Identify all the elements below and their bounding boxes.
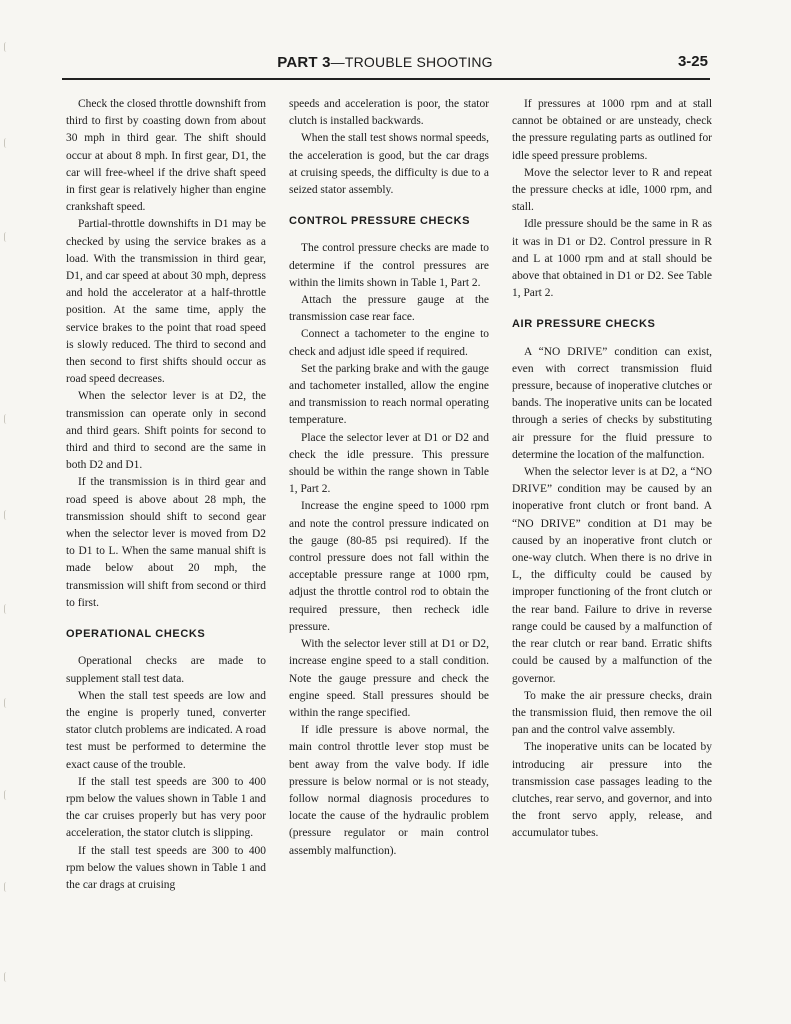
paragraph: When the stall test speeds are low and the engine is properly tuned, converter stator clutch problems are indicated. A road test must be performed to determine the exact cause of the trouble.: [66, 689, 266, 771]
section-heading-operational-checks: OPERATIONAL CHECKS: [66, 628, 206, 641]
binding-mark: [4, 42, 9, 52]
text-column-2: [289, 96, 489, 860]
section-heading-air-pressure-checks: AIR PRESSURE CHECKS: [512, 318, 656, 331]
paragraph: Partial-throttle downshifts in D1 may be checked by using the service brakes as a load. With the transmission in third gear, D1, and car speed at about 30 mph, depress and hold the accelerator at a half-throttle position. At the same time, apply the service brakes to the point that road speed is slowly reduced. The third to second and then second to first shifts should occur as road speed decreases.: [66, 218, 266, 386]
binding-mark: [4, 698, 9, 708]
page-number: 3-25: [677, 53, 708, 70]
text-column-3: [512, 96, 712, 843]
paragraph: Set the parking brake and with the gauge and tachometer installed, allow the engine and transmission to reach normal operating temperature.: [289, 362, 489, 427]
binding-mark: [4, 604, 9, 614]
paragraph: Attach the pressure gauge at the transmission case rear face.: [289, 294, 489, 324]
paragraph: When the selector lever is at D2, a “NO DRIVE” condition may be caused by an inoperative front clutch or front band. A “NO DRIVE” condition at D1 may be caused by an inoperative front clutch or one-way clutch. When there is no drive in L, the difficulty could be caused by improper functioning of the front clutch or the rear band. Failure to drive in reverse range could be caused by a malfunction of the rear clutch or rear band. Erratic shifts could be caused by a malfunction of the governor.: [512, 466, 712, 685]
paragraph: If pressures at 1000 rpm and at stall cannot be obtained or are unsteady, check the pressure regulating parts as outlined for idle speed pressure problems.: [512, 98, 712, 162]
paragraph: When the selector lever is at D2, the transmission can operate only in second and third gears. Shift points for second to third and third to second are the same in both D2 and D1.: [66, 390, 266, 472]
paragraph: The inoperative units can be located by introducing air pressure into the transmission case passages leading to the clutches, rear servo, and governor, and into the front servo apply, release, and accumulator tubes.: [512, 741, 712, 840]
paragraph: When the stall test shows normal speeds, the acceleration is good, but the car drags at cruising speeds, the difficulty is due to a seized stator assembly.: [289, 132, 489, 197]
paragraph: With the selector lever still at D1 or D2, increase engine speed to a stall condition. Note the gauge pressure and check the engine speed. Stall pressures should be within the range specified.: [289, 638, 489, 719]
binding-mark: [4, 882, 9, 892]
binding-mark: [4, 790, 9, 800]
paragraph: If the stall test speeds are 300 to 400 rpm below the values shown in Table 1 and the car drags at cruising: [66, 844, 266, 891]
header-rule: [62, 78, 710, 80]
binding-mark: [4, 232, 9, 242]
binding-mark: [4, 972, 9, 982]
paragraph: The control pressure checks are made to determine if the control pressures are within the limits shown in Table 1, Part 2.: [289, 242, 489, 289]
paragraph: speeds and acceleration is poor, the stator clutch is installed backwards.: [289, 98, 489, 128]
part-label: PART 3: [277, 54, 331, 71]
paragraph: Operational checks are made to supplement stall test data.: [66, 655, 266, 685]
page-title: [62, 54, 708, 71]
page-header: [62, 50, 708, 76]
section-heading-control-pressure-checks: CONTROL PRESSURE CHECKS: [289, 215, 471, 228]
binding-mark: [4, 138, 9, 148]
binding-mark: [4, 414, 9, 424]
paragraph: Increase the engine speed to 1000 rpm and note the control pressure indicated on the gauge (80-85 psi required). If the control pressure does not fall within the acceptable pressure range at 1000 rpm, adjust the throttle control rod to obtain the required pressure, then recheck idle pressure.: [289, 500, 489, 633]
paragraph: Check the closed throttle downshift from third to first by coasting down from about 30 mph in third gear. The shift should occur at about 8 mph. In first gear, D1, the car will free-wheel if the drive shaft speed in first gear is relatively higher than engine crankshaft speed.: [66, 98, 266, 214]
paragraph: Idle pressure should be the same in R as it was in D1 or D2. Control pressure in R and L at 1000 rpm and at stall should be above that obtained in D1 or D2. See Table 1, Part 2.: [512, 218, 712, 300]
paragraph: Move the selector lever to R and repeat the pressure checks at idle, 1000 rpm, and stall.: [512, 166, 712, 214]
paragraph: A “NO DRIVE” condition can exist, even with correct transmission fluid pressure, because of inoperative clutches or bands. The inoperative units can be located through a series of checks by substituting air pressure for the fluid pressure to determine the location of the malfunction.: [512, 345, 712, 461]
paragraph: Place the selector lever at D1 or D2 and check the idle pressure. This pressure should be within the range shown in Table 1, Part 2.: [289, 431, 489, 496]
paragraph: If the transmission is in third gear and road speed is above about 28 mph, the transmission should shift to second gear when the selector lever is moved from D2 to D1 to L. When the same manual shift is made below about 20 mph, the transmission will shift from second or third to first.: [66, 476, 266, 609]
binding-mark: [4, 510, 9, 520]
section-label: —TROUBLE SHOOTING: [330, 54, 493, 70]
paragraph: To make the air pressure checks, drain the transmission fluid, then remove the oil pan and the control valve assembly.: [512, 689, 712, 737]
paragraph: If idle pressure is above normal, the main control throttle lever stop must be bent away from the valve body. If idle pressure is below normal or is not steady, follow normal diagnosis procedures to locate the cause of the hydraulic problem (pressure regulator or main control assembly malfunction).: [289, 724, 489, 857]
paragraph: If the stall test speeds are 300 to 400 rpm below the values shown in Table 1 and the car cruises properly but has very poor acceleration, the stator clutch is slipping.: [66, 775, 266, 840]
paragraph: Connect a tachometer to the engine to check and adjust idle speed if required.: [289, 328, 489, 358]
text-column-1: [66, 96, 266, 894]
